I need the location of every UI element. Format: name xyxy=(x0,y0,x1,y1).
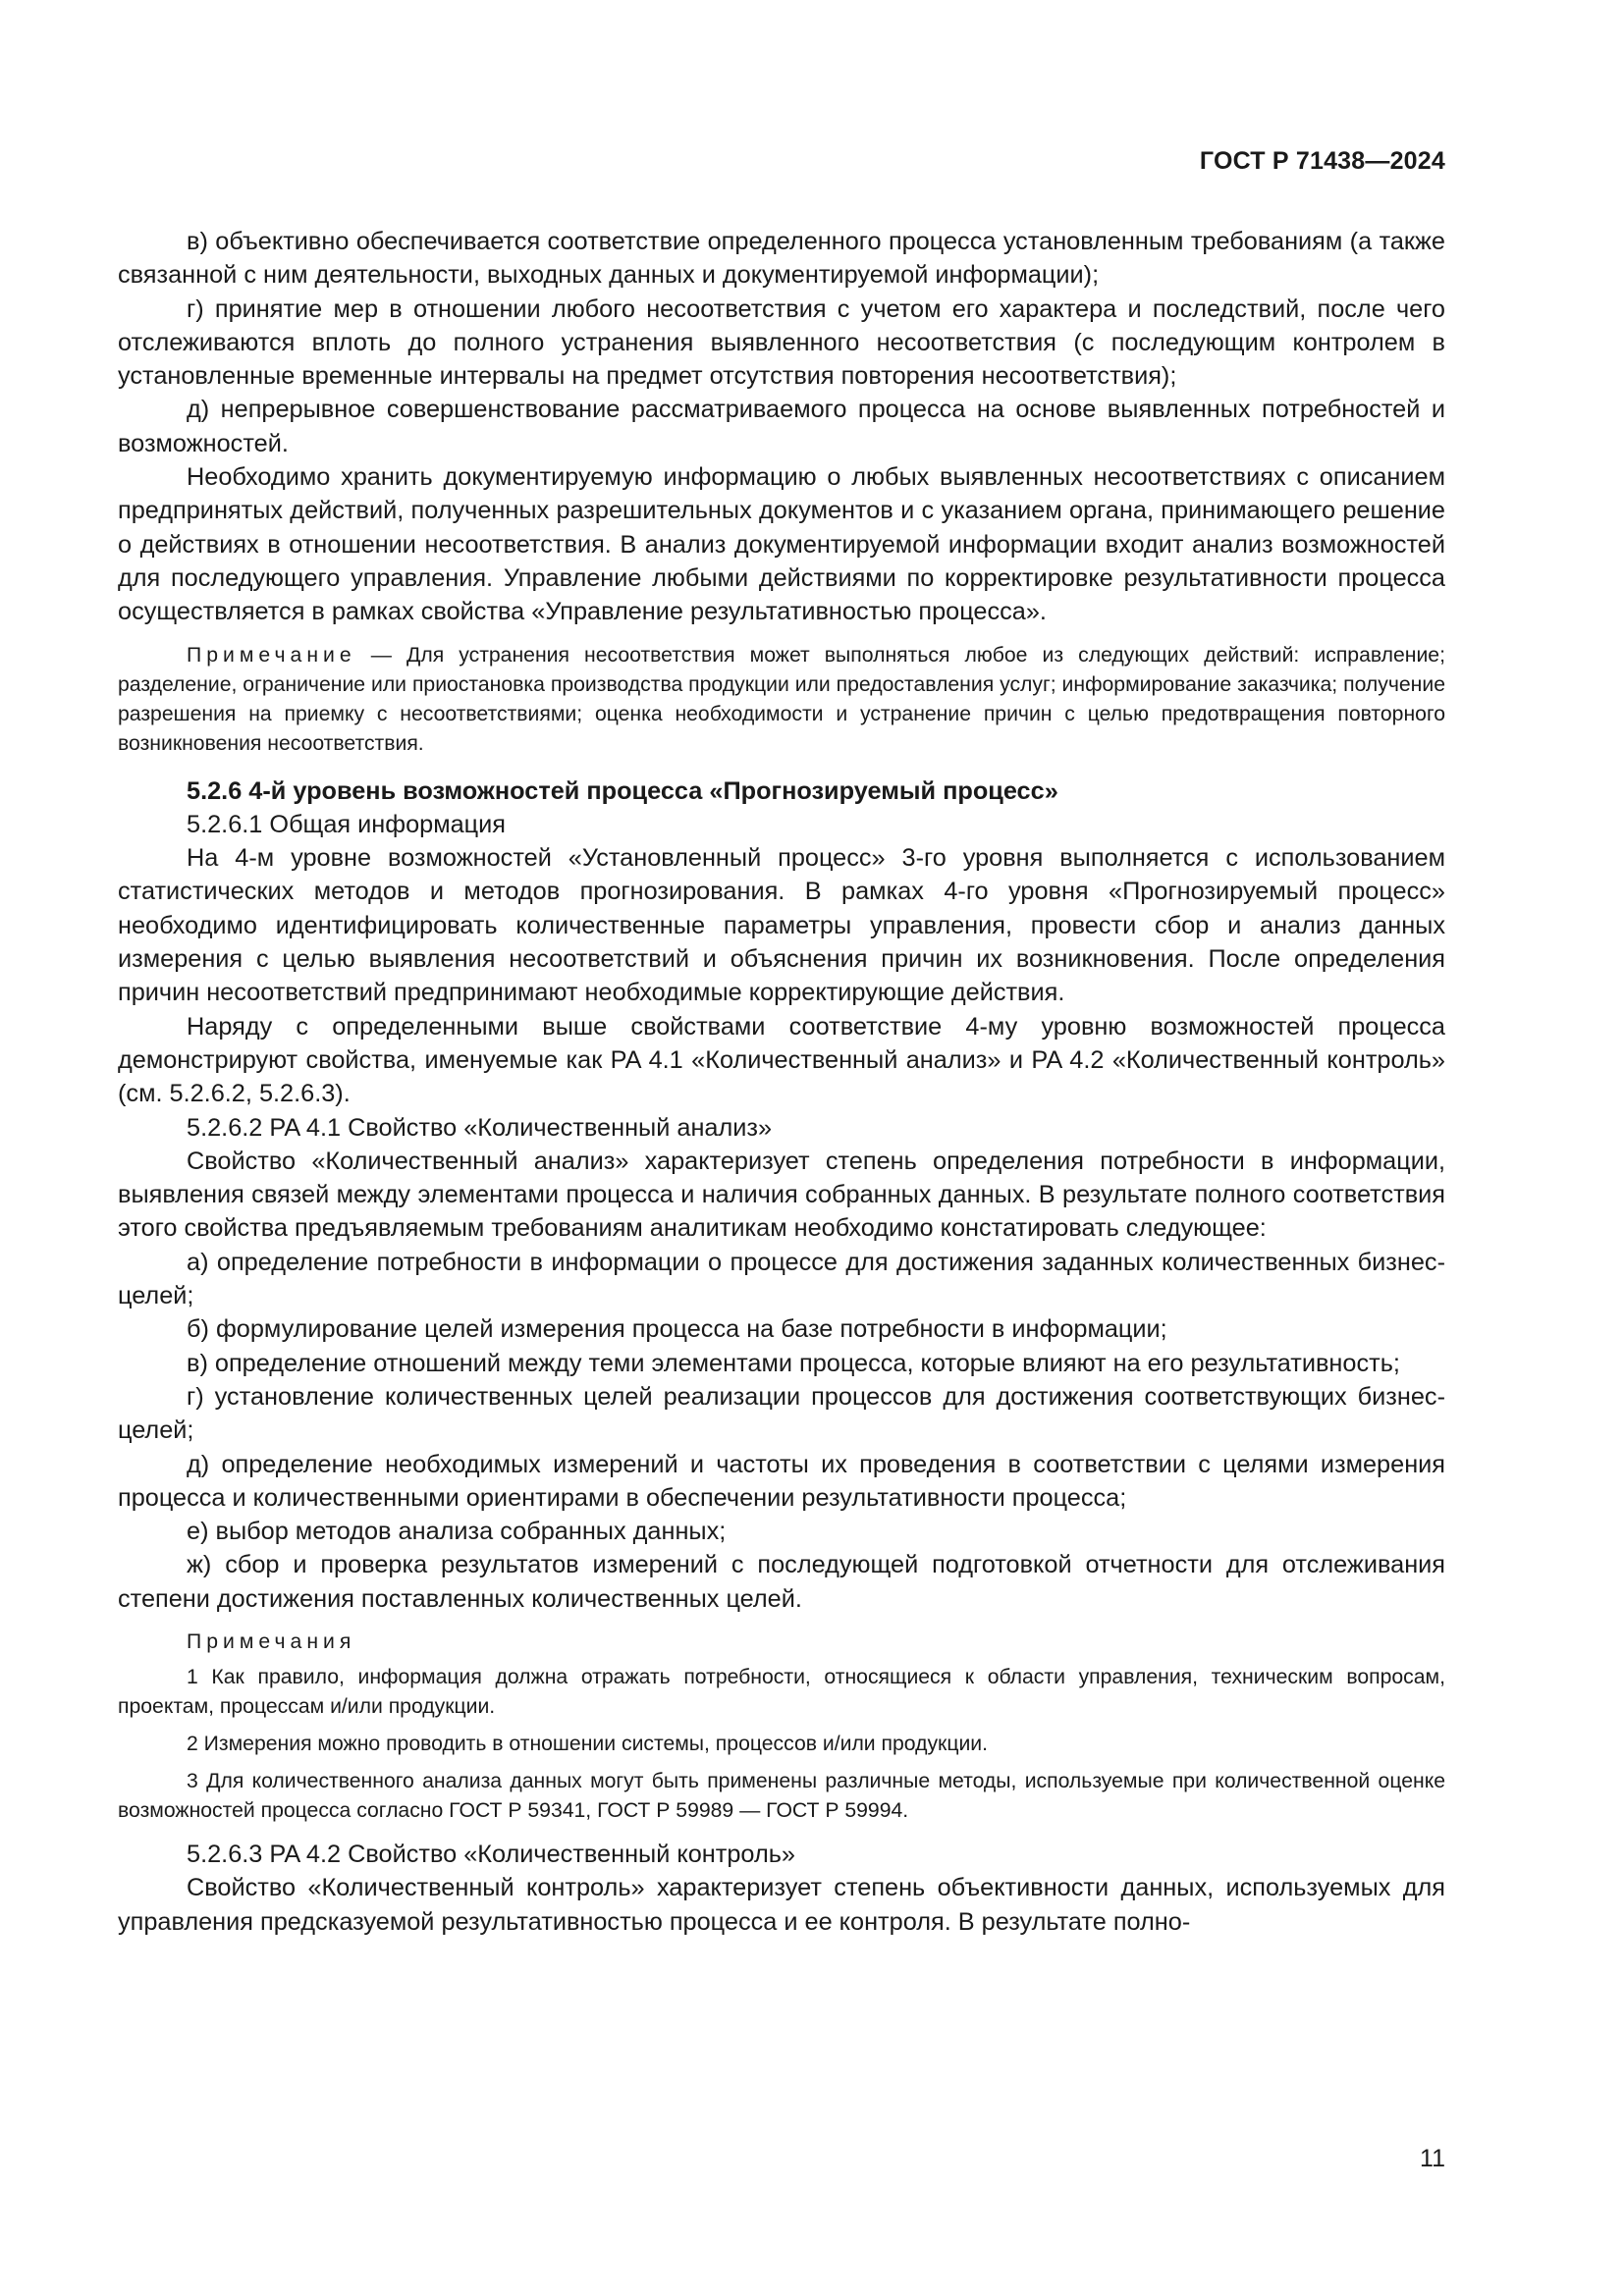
note-text: Для устранения несоответствия может выполняться любое из следующих действий: исправление; разделение, ограничение или приостановка производства продукции или предоставления услуг; информирование заказчика; получение разрешения на приемку с несоответствиями; оценка необходимости и устранение причин с целью предотвращения повторного возникновения несоответствия. xyxy=(118,643,1445,755)
document-body xyxy=(118,225,1445,1939)
list-item-b: б) формулирование целей измерения процесса на базе потребности в информации; xyxy=(187,1315,1167,1344)
note xyxy=(118,641,1445,759)
list-item-v: в) объективно обеспечивается соответствие определенного процесса установленным требованиям (а также связанной с ним деятельности, выходных данных и документируемой информации); xyxy=(118,228,1445,290)
list-item-zh: ж) сбор и проверка результатов измерений с последующей подготовкой отчетности для отслеживания степени достижения поставленных количественных целей. xyxy=(118,1551,1445,1613)
list-item-g2: г) установление количественных целей реализации процессов для достижения соответствующих бизнес-целей; xyxy=(118,1382,1445,1445)
note-3: 3 Для количественного анализа данных могут быть применены различные методы, используемые при количественной оценке возможностей процесса согласно ГОСТ Р 59341, ГОСТ Р 59989 — ГОСТ Р 59994. xyxy=(118,1769,1445,1822)
document-code: ГОСТ Р 71438—2024 xyxy=(1199,147,1445,175)
list-item-d: д) непрерывное совершенствование рассматриваемого процесса на основе выявленных потребностей и возможностей. xyxy=(118,396,1445,457)
paragraph-level4-attributes: Наряду с определенными выше свойствами соответствие 4-му уровню возможностей процесса демонстрируют свойства, именуемые как PA 4.1 «Количественный анализ» и PA 4.2 «Количественный контроль» (см. 5.2.6.2, 5.2.6.3). xyxy=(118,1012,1445,1108)
paragraph-quantitative-analysis: Свойство «Количественный анализ» характеризует степень определения потребности в информации, выявления связей между элементами процесса и наличия собранных данных. В результате полного соответствия этого свойства предъявляемым требованиям аналитикам необходимо констатировать следующее: xyxy=(118,1147,1445,1243)
paragraph-level4-intro: На 4-м уровне возможностей «Установленный процесс» 3-го уровня выполняется с использованием статистических методов и методов прогнозирования. В рамках 4-го уровня «Прогнозируемый процесс» необходимо идентифицировать количественные параметры управления, провести сбор и анализ данных измерения с целью выявления несоответствий и объяснения причин их возникновения. После определения причин несоответствий предпринимают необходимые корректирующие действия. xyxy=(118,844,1445,1007)
notes-heading: Примечания xyxy=(187,1629,356,1653)
note-2: 2 Измерения можно проводить в отношении системы, процессов и/или продукции. xyxy=(187,1732,989,1755)
document-page xyxy=(118,0,1445,2296)
list-item-v2: в) определение отношений между теми элементами процесса, которые влияют на его результативность; xyxy=(187,1349,1400,1377)
page-number: 11 xyxy=(1420,2145,1445,2172)
note-dash: — xyxy=(355,643,406,667)
subsection-heading-5-2-6-2: 5.2.6.2 PA 4.1 Свойство «Количественный анализ» xyxy=(187,1113,773,1142)
subsection-heading-5-2-6-3: 5.2.6.3 PA 4.2 Свойство «Количественный контроль» xyxy=(187,1840,795,1868)
paragraph-nonconformity-records: Необходимо хранить документируемую информацию о любых выявленных несоответствиях с описанием предпринятых действий, полученных разрешительных документов и с указанием органа, принимающего решение о действиях в отношении несоответствия. В анализ документируемой информации входит анализ возможностей для последующего управления. Управление любыми действиями по корректировке результативности процесса осуществляется в рамках свойства «Управление результативностью процесса». xyxy=(118,463,1445,626)
section-heading-5-2-6: 5.2.6 4-й уровень возможностей процесса «Прогнозируемый процесс» xyxy=(187,776,1058,805)
note-label: Примечание xyxy=(187,643,356,667)
list-item-d2: д) определение необходимых измерений и частоты их проведения в соответствии с целями измерения процесса и количественными ориентирами в обеспечении результативности процесса; xyxy=(118,1450,1445,1512)
list-item-e: е) выбор методов анализа собранных данных; xyxy=(187,1518,727,1546)
subsection-heading-5-2-6-1: 5.2.6.1 Общая информация xyxy=(187,810,506,838)
list-item-a: а) определение потребности в информации о процессе для достижения заданных количественных бизнес-целей; xyxy=(118,1248,1445,1310)
paragraph-quantitative-control: Свойство «Количественный контроль» характеризует степень объективности данных, используемых для управления предсказуемой результативностью процесса и ее контроля. В результате полно- xyxy=(118,1874,1445,1936)
note-1: 1 Как правило, информация должна отражать потребности, относящиеся к области управления, техническим вопросам, проектам, процессам и/или продукции. xyxy=(118,1665,1445,1718)
list-item-g: г) принятие мер в отношении любого несоответствия с учетом его характера и последствий, после чего отслеживаются вплоть до полного устранения выявленного несоответствия (с последующим контролем в установленные временные интервалы на предмет отсутствия повторения несоответствия); xyxy=(118,294,1445,391)
